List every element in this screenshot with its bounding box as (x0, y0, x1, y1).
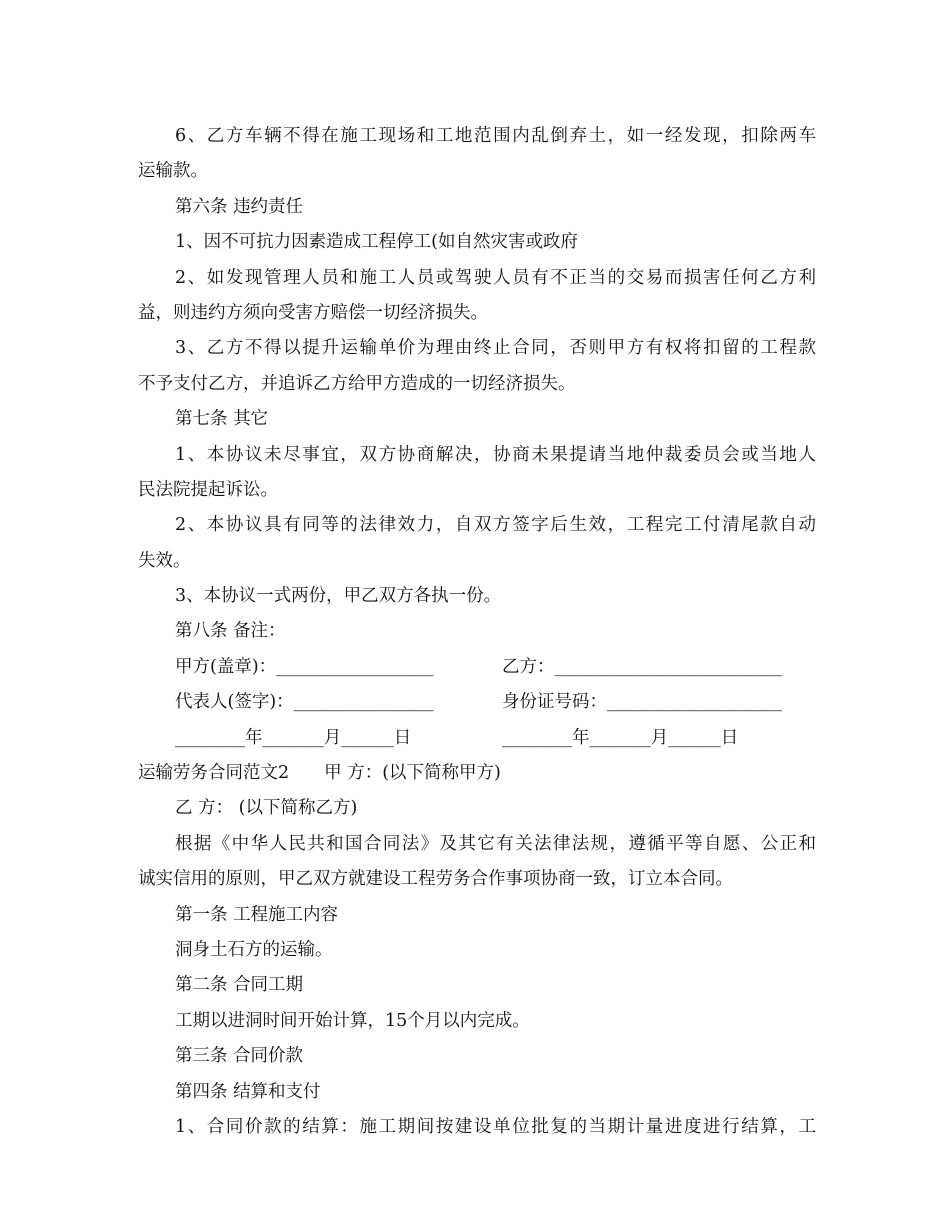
text-line: 第四条 结算和支付 (175, 1081, 321, 1102)
text-line: 民法院提起诉讼。 (138, 479, 278, 500)
text-line: 1、合同价款的结算：施工期间按建设单位批复的当期计量进度进行结算，工 (175, 1116, 816, 1137)
party-b-field: 乙方：__________________________ (502, 656, 782, 677)
party-a-seal-field: 甲方(盖章)：__________________ (175, 656, 434, 677)
text-line: 运输劳务合同范文2 甲 方：(以下简称甲方) (138, 763, 501, 784)
text-line: 益，则违约方须向受害方赔偿一切经济损失。 (138, 302, 488, 323)
contract-clauses-part1 (138, 119, 816, 650)
text-line: 第七条 其它 (175, 409, 269, 430)
id-number-field: 身份证号码：____________________ (502, 692, 782, 713)
text-line: 3、乙方不得以提升运输单价为理由终止合同，否则甲方有权将扣留的工程款 (175, 338, 816, 359)
text-line: 第一条 工程施工内容 (175, 904, 339, 925)
text-line: 第二条 合同工期 (175, 975, 304, 996)
text-line: 1、本协议未尽事宜，双方协商解决，协商未果提请当地仲裁委员会或当地人 (175, 444, 816, 465)
text-line: 第六条 违约责任 (175, 196, 304, 217)
text-line: 1、因不可抗力因素造成工程停工(如自然灾害或政府 (175, 232, 578, 253)
representative-signature-field: 代表人(签字)：________________ (175, 692, 434, 713)
date-field-right: ________年_______月______日 (502, 727, 739, 748)
text-line: 失效。 (138, 550, 191, 571)
text-line: 洞身土石方的运输。 (175, 939, 333, 960)
text-line: 第八条 备注： (175, 621, 286, 642)
text-line: 2、如发现管理人员和施工人员或驾驶人员有不正当的交易而损害任何乙方利 (175, 267, 816, 288)
text-line: 运输款。 (138, 161, 208, 182)
document-body (138, 119, 816, 1145)
signature-row-representative (138, 685, 816, 720)
text-line: 第三条 合同价款 (175, 1046, 304, 1067)
text-line: 3、本协议一式两份，甲乙双方各执一份。 (175, 586, 502, 607)
signature-row-seal (138, 650, 816, 685)
text-line: 根据《中华人民共和国合同法》及其它有关法律法规，遵循平等自愿、公正和 (175, 833, 816, 854)
text-line: 2、本协议具有同等的法律效力，自双方签字后生效，工程完工付清尾款自动 (175, 515, 816, 536)
text-line: 诚实信用的原则，甲乙双方就建设工程劳务合作事项协商一致，订立本合同。 (138, 869, 733, 890)
text-line: 工期以进洞时间开始计算，15个月以内完成。 (175, 1010, 530, 1031)
date-field-left: ________年_______月______日 (175, 727, 412, 748)
signature-row-date (138, 721, 816, 756)
text-line: 6、乙方车辆不得在施工现场和工地范围内乱倒弃土，如一经发现，扣除两车 (175, 126, 816, 146)
contract-sample-2 (138, 756, 816, 1145)
text-line: 不予支付乙方，并追诉乙方给甲方造成的一切经济损失。 (138, 373, 576, 394)
text-line: 乙 方： (以下简称乙方) (175, 798, 358, 819)
